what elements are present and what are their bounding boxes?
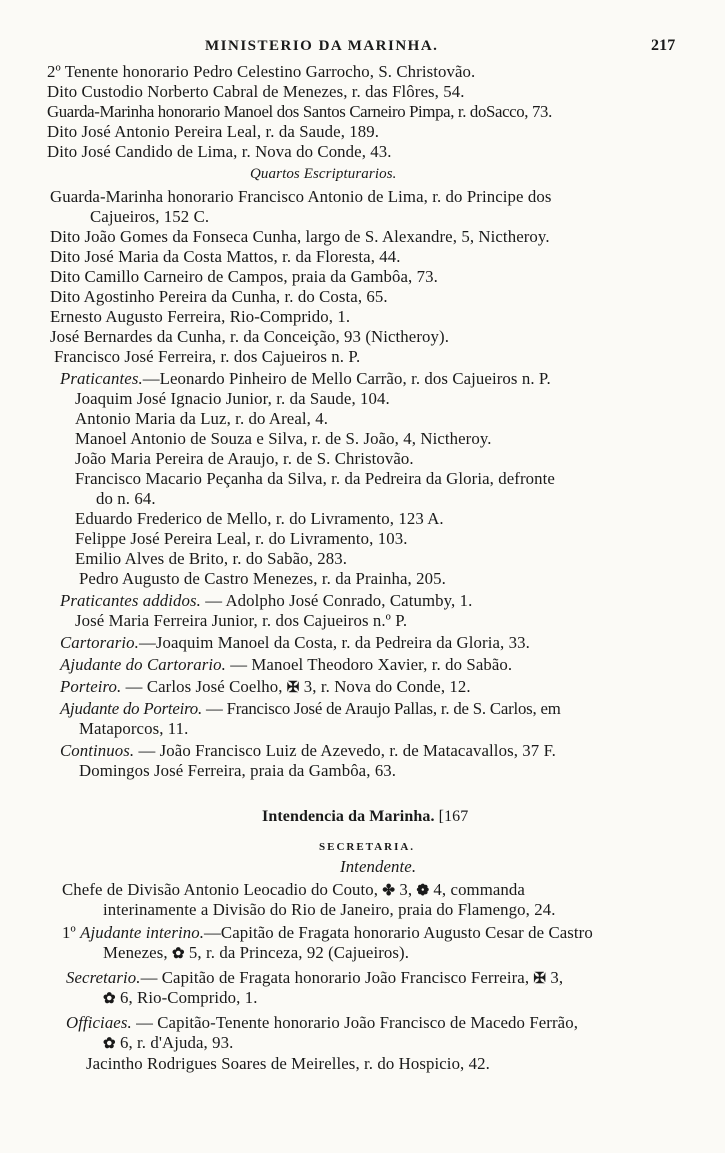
entry-line: Eduardo Frederico de Mello, r. do Livramento, 123 A. bbox=[75, 509, 444, 528]
page-number: 217 bbox=[651, 37, 676, 54]
entry-line: Mataporcos, 11. bbox=[79, 719, 189, 738]
entry-line: Dito Agostinho Pereira da Cunha, r. do Costa, 65. bbox=[50, 287, 388, 306]
cartorario-entry: Cartorario.—Joaquim Manoel da Costa, r. da Pedreira da Gloria, 33. bbox=[60, 633, 530, 652]
continuos-label: Continuos. bbox=[60, 741, 135, 760]
entry-line: Pedro Augusto de Castro Menezes, r. da Prainha, 205. bbox=[79, 569, 446, 588]
addidos-label: Praticantes addidos. bbox=[60, 591, 201, 610]
entry-line: Dito José Maria da Costa Mattos, r. da Floresta, 44. bbox=[50, 247, 401, 266]
entry-line: Antonio Maria da Luz, r. do Areal, 4. bbox=[75, 409, 329, 428]
entry-line: ✿ 6, r. d'Ajuda, 93. bbox=[103, 1033, 234, 1052]
entry-line: interinamente a Divisão do Rio de Janeiro, praia do Flamengo, 24. bbox=[103, 900, 556, 919]
entry-line: ✿ 6, Rio-Comprido, 1. bbox=[103, 988, 258, 1007]
secretario-label: Secretario. bbox=[66, 968, 141, 987]
entry-line: Menezes, ✿ 5, r. da Princeza, 92 (Cajueiros). bbox=[103, 943, 409, 962]
intendencia-title: Intendencia da Marinha. [167 bbox=[262, 808, 469, 825]
officiaes-label: Officiaes. bbox=[66, 1013, 132, 1032]
praticantes-label: Praticantes. bbox=[60, 369, 143, 388]
porteiro-entry: Porteiro. — Carlos José Coelho, ✠ 3, r. Nova do Conde, 12. bbox=[60, 677, 471, 696]
ajudante-cartorario-label: Ajudante do Cartorario. bbox=[60, 655, 226, 674]
secretario-entry: Secretario.— Capitão de Fragata honorario João Francisco Ferreira, ✠ 3, bbox=[66, 968, 564, 987]
cross-decoration-icon: ✤ bbox=[382, 883, 396, 899]
entry-line: Dito José Antonio Pereira Leal, r. da Saude, 189. bbox=[47, 122, 380, 141]
entry-line: Manoel Antonio de Souza e Silva, r. de S. João, 4, Nictheroy. bbox=[75, 429, 492, 448]
medal-decoration-icon: ✿ bbox=[171, 946, 185, 962]
cartorario-label: Cartorario. bbox=[60, 633, 139, 652]
entry-line: José Bernardes da Cunha, r. da Conceição, 93 (Nictheroy). bbox=[50, 327, 450, 346]
rose-decoration-icon: ❁ bbox=[416, 883, 430, 899]
medal-decoration-icon: ✿ bbox=[103, 1036, 116, 1052]
cross-decoration-icon: ✠ bbox=[286, 680, 300, 696]
addidos-entry: Praticantes addidos. — Adolpho José Conrado, Catumby, 1. bbox=[60, 591, 473, 610]
ajudante-cartorario-entry: Ajudante do Cartorario. — Manoel Theodoro Xavier, r. do Sabão. bbox=[60, 655, 513, 674]
entry-line: Cajueiros, 152 C. bbox=[90, 207, 210, 226]
entry-line: Domingos José Ferreira, praia da Gambôa, 63. bbox=[79, 761, 397, 780]
entry-line: Jacintho Rodrigues Soares de Meirelles, r. do Hospicio, 42. bbox=[86, 1054, 490, 1073]
entry-line: Joaquim José Ignacio Junior, r. da Saude, 104. bbox=[75, 389, 390, 408]
intendente-heading: Intendente. bbox=[340, 857, 417, 876]
entry-line: 2º Tenente honorario Pedro Celestino Garrocho, S. Christovão. bbox=[47, 62, 476, 81]
porteiro-label: Porteiro. bbox=[60, 677, 122, 696]
cross-decoration-icon: ✠ bbox=[533, 971, 547, 987]
entry-line: do n. 64. bbox=[96, 489, 156, 508]
entry-line: Emilio Alves de Brito, r. do Sabão, 283. bbox=[75, 549, 348, 568]
entry-line: Ernesto Augusto Ferreira, Rio-Comprido, 1. bbox=[50, 307, 351, 326]
ajudante-porteiro-entry: Ajudante do Porteiro. — Francisco José de Araujo Pallas, r. de S. Carlos, em bbox=[60, 699, 561, 718]
ajudante-interino-label: Ajudante interino. bbox=[80, 923, 205, 942]
section-heading-quartos: Quartos Escripturarios. bbox=[250, 166, 397, 182]
praticantes-entry: Praticantes.—Leonardo Pinheiro de Mello Carrão, r. dos Cajueiros n. P. bbox=[60, 369, 551, 388]
medal-decoration-icon: ✿ bbox=[103, 991, 116, 1007]
continuos-entry: Continuos. — João Francisco Luiz de Azevedo, r. de Matacavallos, 37 F. bbox=[60, 741, 556, 760]
secretaria-heading: SECRETARIA. bbox=[319, 841, 416, 853]
page-header-title: MINISTERIO DA MARINHA. bbox=[205, 38, 439, 54]
officiaes-entry: Officiaes. — Capitão-Tenente honorario João Francisco de Macedo Ferrão, bbox=[66, 1013, 579, 1032]
entry-line: José Maria Ferreira Junior, r. dos Cajueiros n.º P. bbox=[75, 611, 408, 630]
ajudante-porteiro-label: Ajudante do Porteiro. bbox=[60, 699, 202, 718]
chefe-entry: Chefe de Divisão Antonio Leocadio do Couto, ✤ 3, ❁ 4, commanda bbox=[62, 880, 525, 899]
entry-line: Dito Custodio Norberto Cabral de Menezes, r. das Flôres, 54. bbox=[47, 82, 465, 101]
entry-line: Guarda-Marinha honorario Francisco Antonio de Lima, r. do Principe dos bbox=[50, 187, 552, 206]
entry-line: João Maria Pereira de Araujo, r. de S. Christovão. bbox=[75, 449, 414, 468]
entry-line: Dito Camillo Carneiro de Campos, praia da Gambôa, 73. bbox=[50, 267, 438, 286]
entry-line: Guarda-Marinha honorario Manoel dos Santos Carneiro Pimpa, r. doSacco, 73. bbox=[47, 102, 552, 121]
ajudante-interino-entry: 1º Ajudante interino.—Capitão de Fragata honorario Augusto Cesar de Castro bbox=[62, 923, 593, 942]
entry-line: Francisco Macario Peçanha da Silva, r. da Pedreira da Gloria, defronte bbox=[75, 469, 555, 488]
entry-line: Dito José Candido de Lima, r. Nova do Conde, 43. bbox=[47, 142, 392, 161]
entry-line: Francisco José Ferreira, r. dos Cajueiros n. P. bbox=[54, 347, 361, 366]
entry-line: Felippe José Pereira Leal, r. do Livramento, 103. bbox=[75, 529, 408, 548]
entry-line: Dito João Gomes da Fonseca Cunha, largo de S. Alexandre, 5, Nictheroy. bbox=[50, 227, 550, 246]
